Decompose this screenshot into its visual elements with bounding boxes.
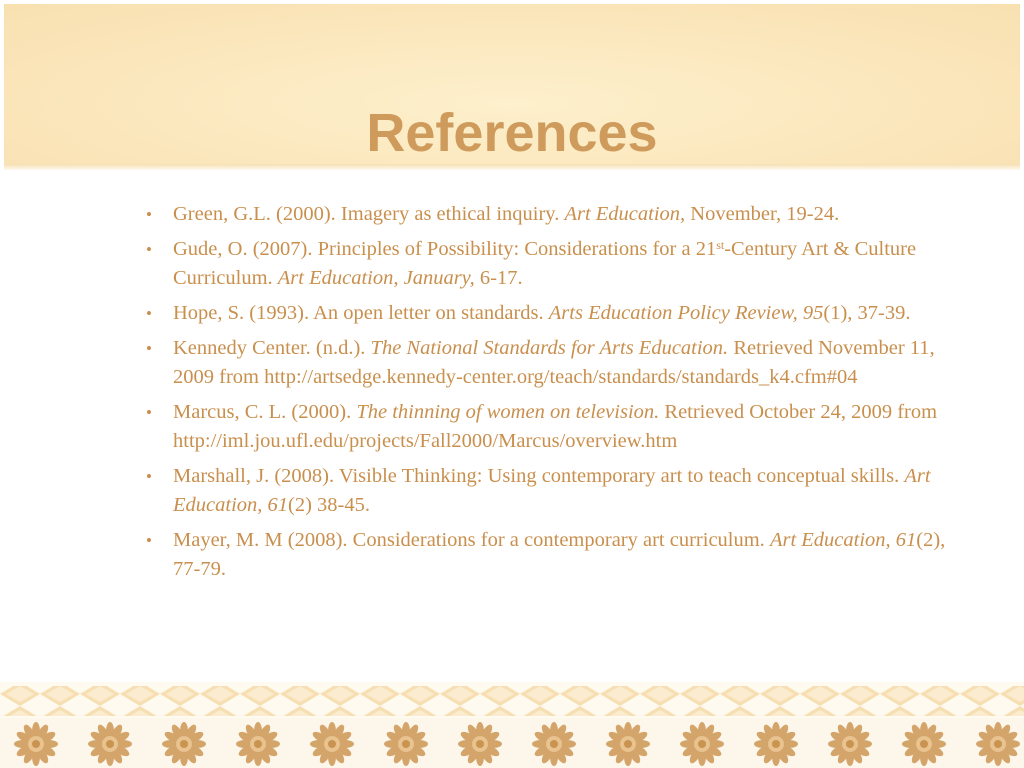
reference-item	[144, 398, 976, 456]
reference-source: Art Education, 61	[769, 529, 917, 551]
reference-item	[144, 526, 976, 584]
reference-details: Retrieved November 11, 2009 from http://artsedge.kennedy-center.org/teach/standards/standards_k4.cfm#04	[173, 337, 935, 388]
reference-text: Mayer, M. M (2008). Considerations for a contemporary art curriculum.	[173, 529, 770, 551]
reference-item	[144, 334, 976, 392]
reference-details: (2) 38-45.	[288, 494, 370, 516]
reference-text: Green, G.L. (2000). Imagery as ethical inquiry.	[173, 203, 565, 225]
slide-title: References	[366, 103, 658, 164]
reference-item	[144, 462, 976, 520]
reference-details: Retrieved October 24, 2009 from http://iml.jou.ufl.edu/projects/Fall2000/Marcus/overview.htm	[173, 401, 938, 452]
reference-source: Art Education,	[564, 203, 686, 225]
reference-text: Marshall, J. (2008). Visible Thinking: Using contemporary art to teach conceptual skills.	[173, 465, 905, 487]
decorative-border	[0, 682, 1024, 768]
reference-details: (2), 77-79.	[173, 529, 946, 580]
reference-details: (1), 37-39.	[823, 302, 911, 324]
reference-item	[144, 299, 976, 328]
reference-source: Art Education, January,	[277, 267, 475, 289]
reference-source: Art Education, 61	[173, 465, 931, 516]
reference-source: The thinning of women on television.	[356, 401, 660, 423]
reference-text: Hope, S. (1993). An open letter on standards.	[173, 302, 549, 324]
reference-text: Marcus, C. L. (2000).	[173, 401, 357, 423]
reference-details: November, 19-24.	[685, 203, 840, 225]
reference-source: Arts Education Policy Review, 95	[548, 302, 824, 324]
reference-text-continued: -Century Art & Culture Curriculum.	[173, 238, 917, 289]
reference-text: Kennedy Center. (n.d.).	[173, 337, 371, 359]
reference-item	[144, 235, 976, 293]
reference-item	[144, 200, 976, 229]
reference-list	[144, 200, 976, 590]
reference-details: 6-17.	[474, 267, 523, 289]
reference-source: The National Standards for Arts Education.	[370, 337, 729, 359]
reference-text: Gude, O. (2007). Principles of Possibility: Considerations for a 21	[173, 238, 717, 260]
ordinal-suffix: st	[716, 238, 725, 252]
